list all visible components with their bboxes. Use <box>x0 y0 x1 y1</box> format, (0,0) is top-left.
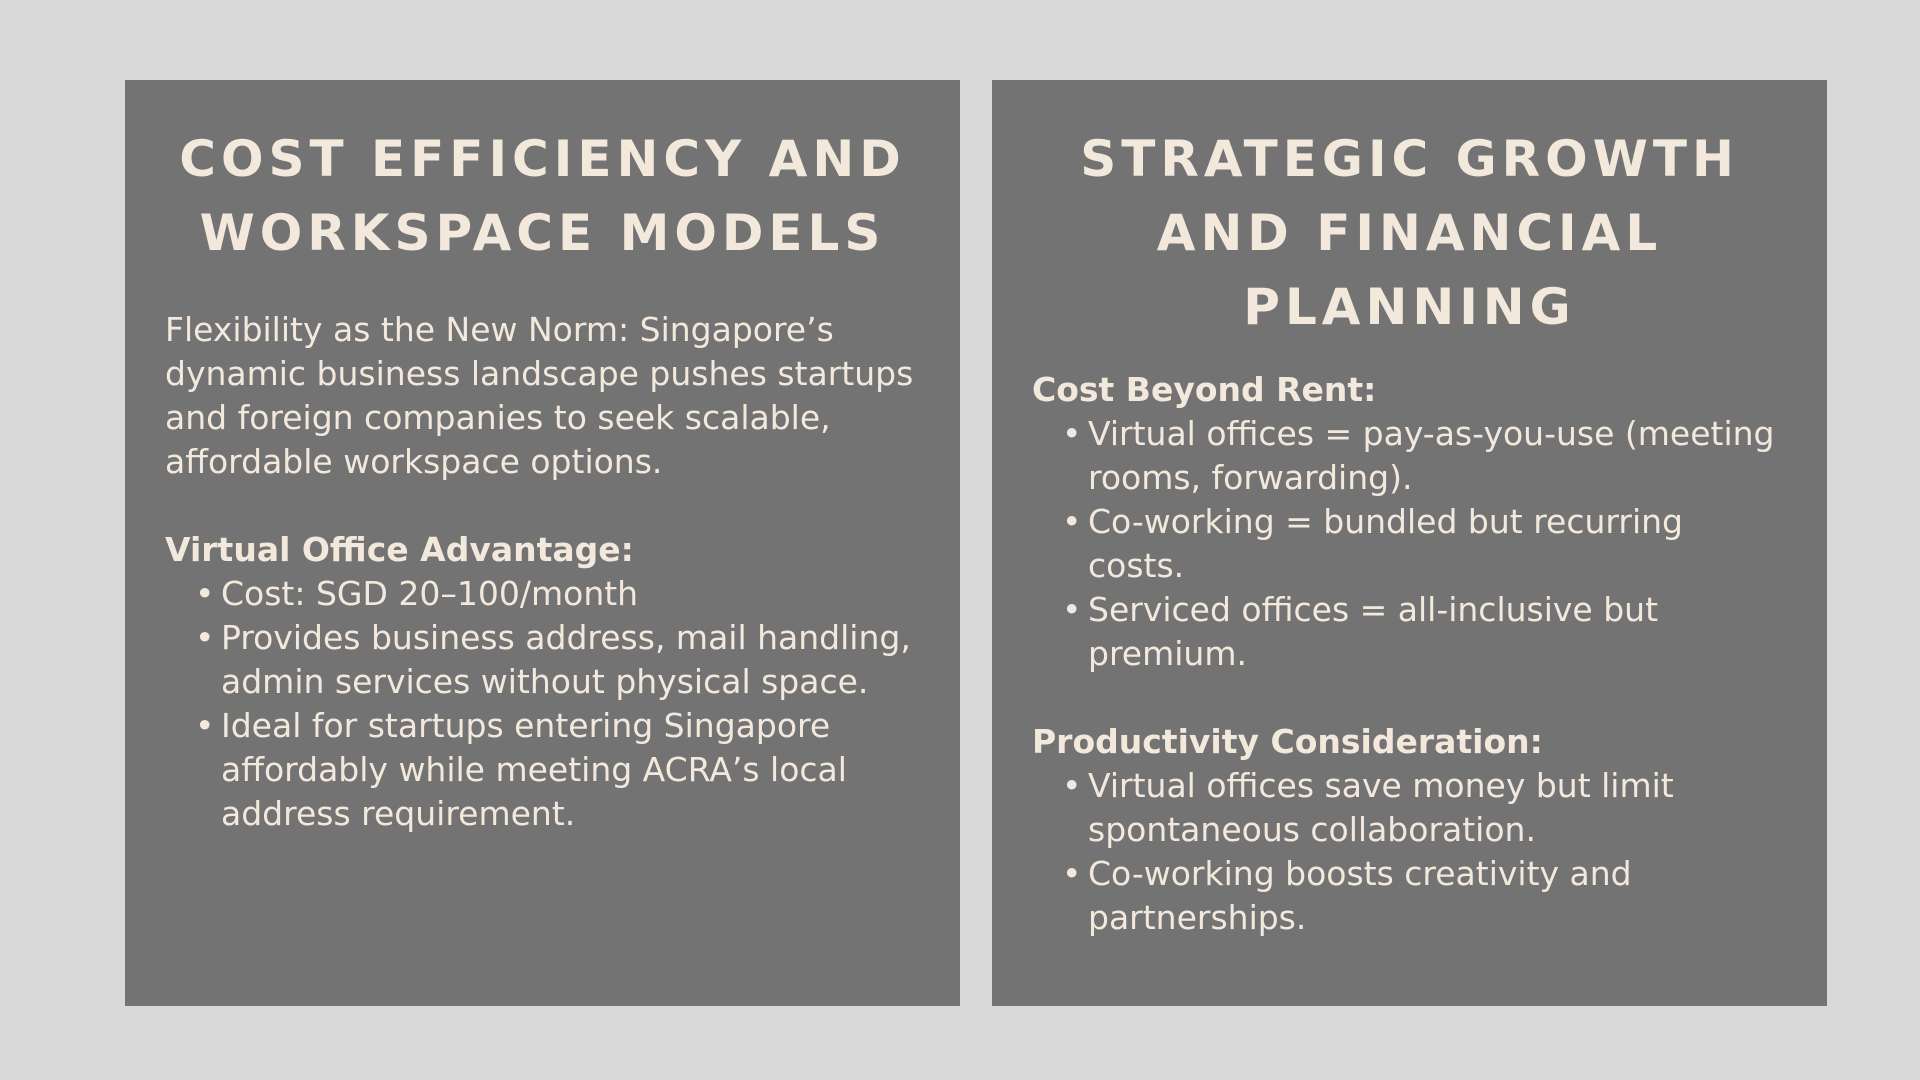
list-item <box>165 572 920 616</box>
bullet-icon: • <box>195 618 215 657</box>
bullet-text: Virtual offices = pay-as-you-use (meeting rooms, forwarding). <box>1088 414 1775 497</box>
bullet-text: Ideal for startups entering Singapore affordably while meeting ACRA’s local address requirement. <box>221 706 847 833</box>
bullet-text: Cost: SGD 20–100/month <box>221 574 639 613</box>
bullet-text: Serviced offices = all-inclusive but premium. <box>1088 590 1659 673</box>
list-item <box>1032 764 1787 852</box>
list-item <box>165 704 920 836</box>
virtual-office-bullet-list <box>165 572 920 836</box>
list-item <box>1032 500 1787 588</box>
section-heading-virtual-office: Virtual Office Advantage: <box>165 530 634 569</box>
bullet-text: Provides business address, mail handling, admin services without physical space. <box>221 618 911 701</box>
card-title: STRATEGIC GROWTH AND FINANCIAL PLANNING <box>1080 130 1739 336</box>
productivity-bullet-list <box>1032 764 1787 940</box>
bullet-icon: • <box>195 706 215 745</box>
card-title: COST EFFICIENCY AND WORKSPACE MODELS <box>179 130 906 262</box>
bullet-icon: • <box>195 574 215 613</box>
list-item <box>1032 852 1787 940</box>
bullet-icon: • <box>1062 854 1082 893</box>
list-item <box>165 616 920 704</box>
intro-paragraph: Flexibility as the New Norm: Singapore’s dynamic business landscape pushes startups and foreign companies to seek scalable, affordable workspace options. <box>165 310 914 481</box>
list-item <box>1032 412 1787 500</box>
bullet-text: Virtual offices save money but limit spontaneous collaboration. <box>1088 766 1674 849</box>
section-heading-productivity: Productivity Consideration: <box>1032 722 1543 761</box>
bullet-icon: • <box>1062 502 1082 541</box>
section-heading-cost-beyond-rent: Cost Beyond Rent: <box>1032 370 1377 409</box>
bullet-icon: • <box>1062 766 1082 805</box>
cost-beyond-rent-bullet-list <box>1032 412 1787 676</box>
list-item <box>1032 588 1787 676</box>
bullet-icon: • <box>1062 414 1082 453</box>
bullet-text: Co-working boosts creativity and partnerships. <box>1088 854 1632 937</box>
bullet-icon: • <box>1062 590 1082 629</box>
bullet-text: Co-working = bundled but recurring costs. <box>1088 502 1683 585</box>
cost-efficiency-card <box>125 80 960 1006</box>
strategic-growth-card <box>992 80 1827 1006</box>
